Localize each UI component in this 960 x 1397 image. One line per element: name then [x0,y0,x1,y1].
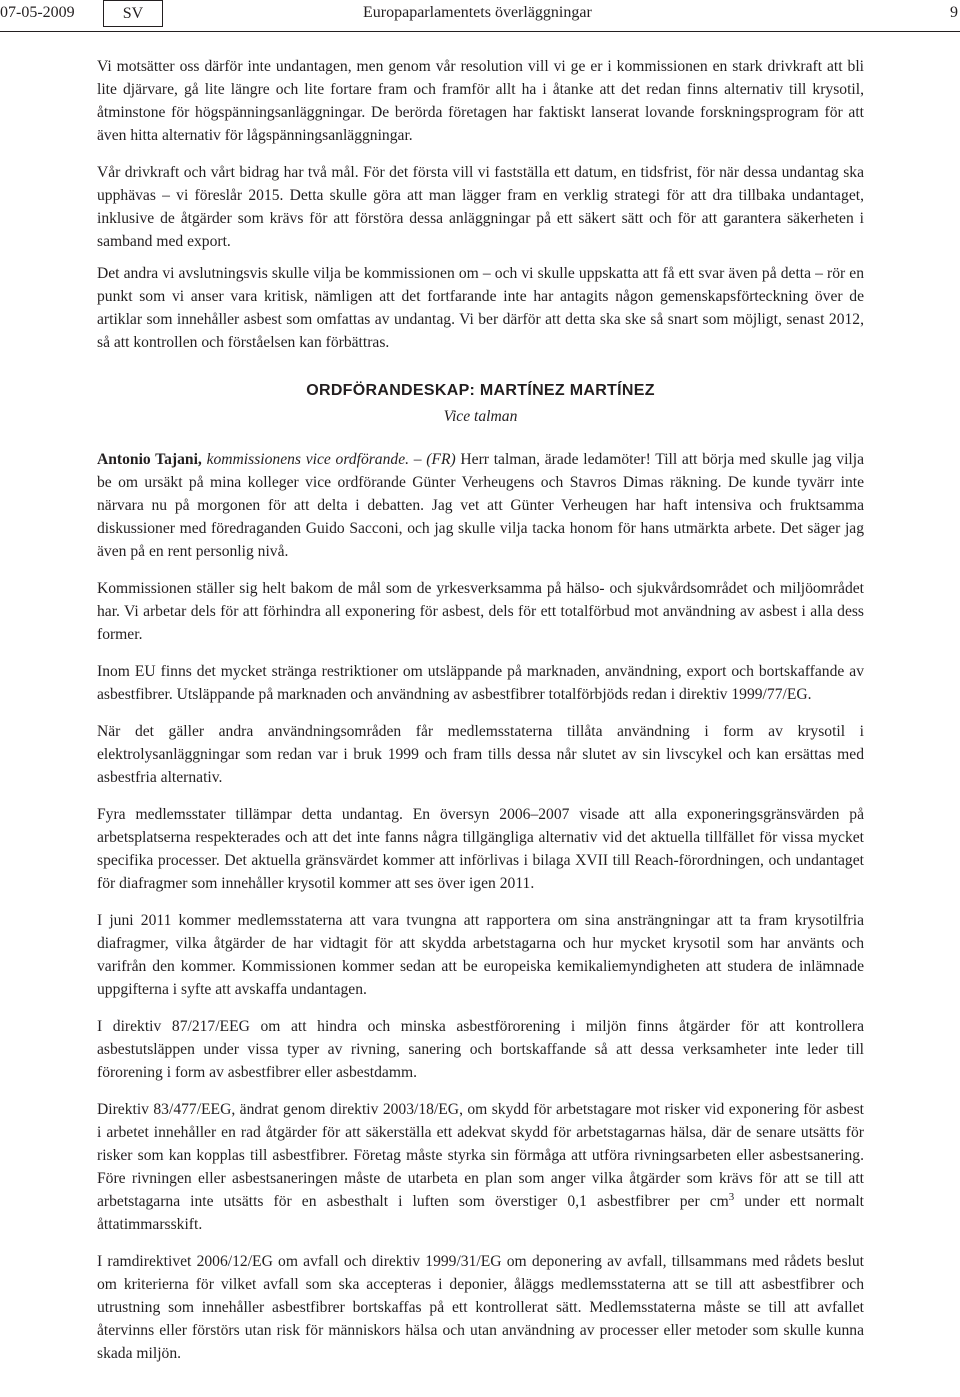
header-page-number: 9 [950,4,958,21]
directive-text: Direktiv 83/477/EEG, ändrat genom direktiv 2003/18/EG, om skydd för arbetstagare mot risker vid exponering för asbest i arbetet innehåller en rad åtgärder för att säkerställa ett adekvat skydd för arbetstagarnas hälsa, där de senare utsätts för risker som kan kopplas till asbestfibrer. Företag måste styrka sin förmåga att utföra rivningsarbeten eller asbestsanering. Före rivningen eller asbestsaneringen måste de utarbeta en plan som anger vilka åtgärder som krävs för att se till att arbetstagarna inte utsätts för en asbesthalt i luften som överstiger 0,1 asbestfibrer per cm [97,1101,864,1210]
header-title: Europaparlamentets överläggningar [363,4,592,21]
superscript: 3 [728,1190,735,1203]
header-language-box: SV [103,0,163,27]
paragraph: I juni 2011 kommer medlemsstaterna att vara tvungna att rapportera om sina ansträngningar att ta fram krysotilfria diafragmer, vilka åtgärder de har vidtagit för att skydda arbetstagarna och hur mycket krysotil som har använts och varifrån den kommer. Kommissionen kommer sedan att be europeiska kemikaliemyndigheten att studera de inlämnade uppgifterna i syfte att avskaffa undantagen. [97,912,864,998]
section-heading: ORDFÖRANDESKAP: MARTÍNEZ MARTÍNEZ [306,382,655,399]
paragraph: Vi motsätter oss därför inte undantagen, men genom vår resolution vill vi ge er i kommissionen en stark drivkraft att bli lite djärvare, gå lite längre och lite fortare fram och framför allt ha i åtanke att det redan finns alternativ till krysotil, åtminstone för högspänningsanläggningar. De berörda företagen har faktiskt lanserat lovande forskningsprogram för att även hitta alternativ för lågspänningsanläggningar. [97,58,864,144]
section-subheading: Vice talman [443,408,518,425]
speech-dash: – [409,451,427,468]
paragraph: Fyra medlemsstater tillämpar detta undantag. En översyn 2006–2007 visade att alla exponeringsgränsvärden på arbetsplatserna respekterades och att det inte fanns några tillgängliga alternativ vid det aktuella tillfället för vissa mycket specifika processer. Det aktuella gränsvärdet kommer att införlivas i bilaga XVII till Reach-förordningen, och undantaget för diafragmer som innehåller krysotil kommer att ses över igen 2011. [97,806,864,892]
paragraph: I direktiv 87/217/EEG om att hindra och minska asbestförorening i miljön finns åtgärder för att kontrollera asbestutsläppen under vissa typer av rivning, sanering och bortskaffande så att dessa verksamheter inte leder till förorening i form av asbestfibrer eller asbestdamm. [97,1018,864,1081]
directive-paragraph [97,1098,864,1236]
speaker-role: kommissionens vice ordförande. [206,451,410,468]
paragraph: När det gäller andra användningsområden får medlemsstaterna tillåta användning i form av krysotil i elektrolysanläggningar som redan var i bruk 1999 och fram tills dessa når slutet av sin livscykel och kan ersättas med asbestfria alternativ. [97,723,864,786]
document-body [97,55,864,1379]
paragraph: I ramdirektivet 2006/12/EG om avfall och direktiv 1999/31/EG om deponering av avfall, tillsammans med rådets beslut om kriterierna för vilket avfall som ska accepteras i deponier, åläggs medlemsstaterna att se till att asbestfibrer och utrustning som innehåller asbestfibrer bortskaffas på ett kontrollerat sätt. Medlemsstaterna måste se till att avfallet återvinns eller förstörs utan risk för människors hälsa och utan användning av processer eller metoder som skulle kunna skada miljön. [97,1253,864,1362]
directive-text-end: under ett normalt åttatimmarsskift. [97,1193,864,1233]
paragraph: Inom EU finns det mycket stränga restriktioner om utsläppande på marknaden, användning, export och bortskaffande av asbestfibrer. Utsläppande på marknaden och användning av asbestfibrer totalförbjöds redan i direktiv 1999/77/EG. [97,663,864,703]
page-header [0,0,960,32]
header-date: 07-05-2009 [0,4,75,21]
paragraph: Vår drivkraft och vårt bidrag har två mål. För det första vill vi fastställa ett datum, en tidsfrist, för när dessa undantag ska upphävas – vi föreslår 2015. Detta skulle göra att man lägger fram en verklig strategi för att dra tillbaka undantaget, inklusive de åtgärder som krävs för att förstöra dessa anläggningar på ett säkert sätt och för att garantera säkerheten i samband med export. [97,164,864,250]
paragraph: Kommissionen ställer sig helt bakom de mål som de yrkesverksamma på hälso- och sjukvårdsområdet och miljöområdet har. Vi arbetar dels för att förhindra all exponering för asbest, dels för ett totalförbud mot användning av asbest i alla dess former. [97,580,864,643]
language-tag: (FR) [426,451,456,468]
speech-text: Herr talman, ärade ledamöter! Till att börja med skulle jag vilja be om ursäkt på mina kolleger vice ordförande Günter Verheugens och Stavros Dimas räkning. De kunde tyvärr inte närvara nu på morgonen för att delta i debatten. Jag vet att Günter Verheugen har haft intensiva och fruktsamma diskussioner med föredraganden Guido Sacconi, och jag skulle vilja tacka honom för hans utmärkta arbete. Det säger jag även på en rent personlig nivå. [97,451,864,560]
speaker-name: Antonio Tajani, [97,451,202,468]
paragraph: Det andra vi avslutningsvis skulle vilja be kommissionen om – och vi skulle uppskatta att få ett svar även på detta – rör en punkt som vi anser vara kritisk, nämligen att det fortfarande inte har antagits någon gemenskapsförteckning över de artiklar som innehåller asbest som omfattas av undantag. Vi ber därför att detta ska ske så snart som möjligt, senast 2012, så att kontrollen och förståelsen kan förbättras. [97,265,864,351]
speech-paragraph [97,448,864,563]
